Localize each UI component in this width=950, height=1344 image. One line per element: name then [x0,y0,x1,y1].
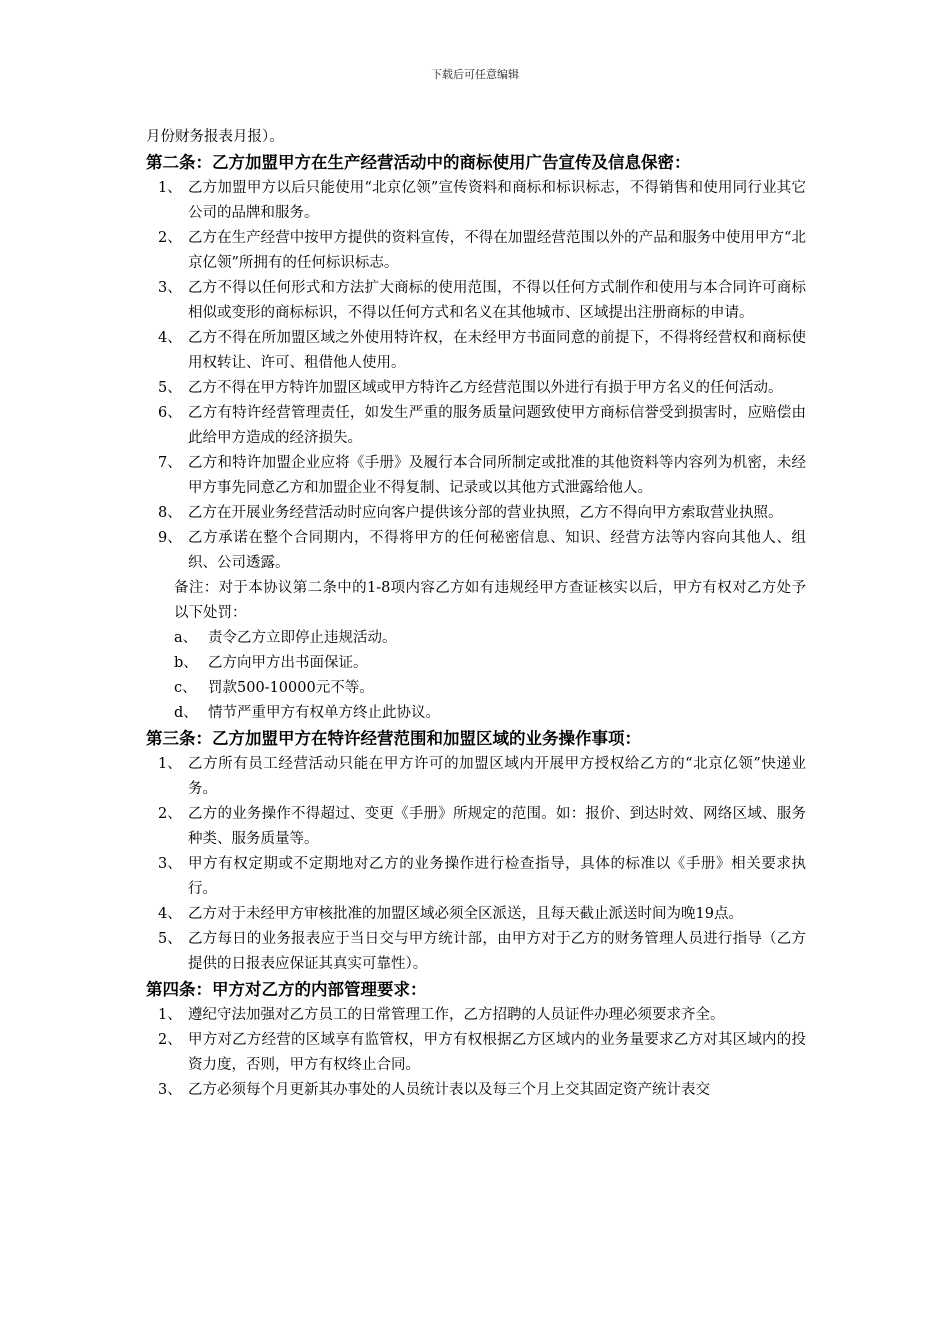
section-title: 第四条：甲方对乙方的内部管理要求： [146,980,427,999]
item-text: 乙方必须每个月更新其办事处的人员统计表以及每三个月上交其固定资产统计表交 [188,1082,710,1098]
list-item [146,401,806,451]
item-number: 1、 [158,756,182,772]
item-number: 8、 [158,505,182,521]
page-header: 下载后可任意编辑 [431,68,519,81]
penalty-label: b、 [174,655,198,671]
list-item [146,526,806,576]
section-article-2 [146,150,806,726]
item-number: 2、 [158,806,182,822]
list-item [146,226,806,276]
item-number: 1、 [158,1007,182,1023]
item-text: 乙方有特许经营管理责任，如发生严重的服务质量问题致使甲方商标信誉受到损害时，应赔偿由此给甲方造成的经济损失。 [188,405,806,446]
item-text: 甲方对乙方经营的区域享有监管权，甲方有权根据乙方区域内的业务量要求乙方对其区域内的投资力度，否则，甲方有权终止合同。 [188,1032,806,1073]
item-number: 4、 [158,330,182,346]
item-text: 乙方每日的业务报表应于当日交与甲方统计部，由甲方对于乙方的财务管理人员进行指导（乙方提供的日报表应保证其真实可靠性）。 [188,931,806,972]
item-text: 乙方对于未经甲方审核批准的加盟区域必须全区派送，且每天截止派送时间为晚19点。 [188,906,743,922]
penalty-item [146,676,806,701]
item-number: 2、 [158,1032,182,1048]
penalty-text: 乙方向甲方出书面保证。 [208,655,368,671]
note [146,576,806,626]
item-text: 乙方在生产经营中按甲方提供的资料宣传，不得在加盟经营范围以外的产品和服务中使用甲方“北京亿领”所拥有的任何标识标志。 [188,230,806,271]
item-number: 5、 [158,380,182,396]
item-number: 9、 [158,530,182,546]
item-number: 3、 [158,856,182,872]
item-number: 5、 [158,931,182,947]
document-body [146,125,806,1103]
item-number: 4、 [158,906,182,922]
section-title: 第三条：乙方加盟甲方在特许经营范围和加盟区域的业务操作事项： [146,729,641,748]
list-item [146,1003,806,1028]
penalty-label: a、 [174,630,198,646]
list-item [146,927,806,977]
item-text: 乙方不得以任何形式和方法扩大商标的使用范围，不得以任何方式制作和使用与本合同许可商标相似或变形的商标标识，不得以任何方式和名义在其他城市、区域提出注册商标的申请。 [188,280,806,321]
item-text: 乙方承诺在整个合同期内，不得将甲方的任何秘密信息、知识、经营方法等内容向其他人、组织、公司透露。 [188,530,806,571]
list-item [146,376,806,401]
item-text: 甲方有权定期或不定期地对乙方的业务操作进行检查指导，具体的标准以《手册》相关要求执行。 [188,856,806,897]
item-number: 2、 [158,230,182,246]
item-number: 3、 [158,1082,182,1098]
penalty-item [146,626,806,651]
item-text: 乙方不得在甲方特许加盟区域或甲方特许乙方经营范围以外进行有损于甲方名义的任何活动。 [188,380,783,396]
item-text: 乙方的业务操作不得超过、变更《手册》所规定的范围。如：报价、到达时效、网络区域、服务种类、服务质量等。 [188,806,806,847]
list-item [146,501,806,526]
item-number: 1、 [158,180,182,196]
list-item [146,852,806,902]
list-item [146,176,806,226]
list-item [146,802,806,852]
list-item [146,451,806,501]
item-text: 乙方在开展业务经营活动时应向客户提供该分部的营业执照，乙方不得向甲方索取营业执照。 [188,505,783,521]
penalty-text: 情节严重甲方有权单方终止此协议。 [208,705,440,721]
list-item [146,752,806,802]
section-title: 第二条：乙方加盟甲方在生产经营活动中的商标使用广告宣传及信息保密： [146,153,691,172]
list-item [146,1028,806,1078]
item-text: 乙方所有员工经营活动只能在甲方许可的加盟区域内开展甲方授权给乙方的“北京亿领”快递业务。 [188,756,806,797]
item-text: 乙方和特许加盟企业应将《手册》及履行本合同所制定或批准的其他资料等内容列为机密，未经甲方事先同意乙方和加盟企业不得复制、记录或以其他方式泄露给他人。 [188,455,806,496]
list-item [146,276,806,326]
penalty-label: d、 [174,705,198,721]
list-item [146,902,806,927]
item-number: 3、 [158,280,182,296]
list-item [146,1078,806,1103]
item-text: 遵纪守法加强对乙方员工的日常管理工作，乙方招聘的人员证件办理必须要求齐全。 [188,1007,725,1023]
note-text: 备注：对于本协议第二条中的1-8项内容乙方如有违规经甲方查证核实以后，甲方有权对乙方处予以下处罚： [174,580,806,621]
item-text: 乙方不得在所加盟区域之外使用特许权，在未经甲方书面同意的前提下，不得将经营权和商标使用权转让、许可、租借他人使用。 [188,330,806,371]
penalty-item [146,701,806,726]
continuation-text: 月份财务报表月报）。 [146,129,284,145]
penalty-text: 罚款500-10000元不等。 [208,680,374,696]
penalty-label: c、 [174,680,197,696]
penalty-text: 责令乙方立即停止违规活动。 [208,630,397,646]
item-text: 乙方加盟甲方以后只能使用“北京亿领”宣传资料和商标和标识标志，不得销售和使用同行业其它公司的品牌和服务。 [188,180,806,221]
list-item [146,326,806,376]
section-article-3 [146,726,806,977]
item-number: 6、 [158,405,182,421]
penalty-item [146,651,806,676]
item-number: 7、 [158,455,182,471]
section-article-4 [146,977,806,1103]
